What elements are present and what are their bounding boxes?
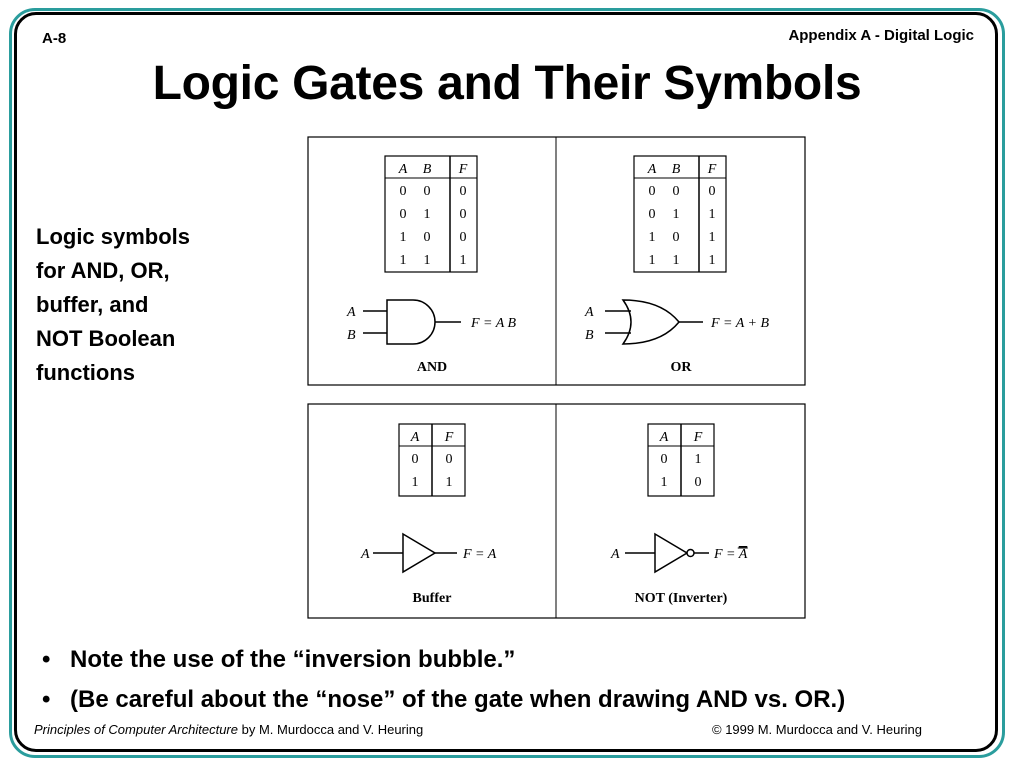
book-authors: by M. Murdocca and V. Heuring: [238, 722, 424, 737]
table-cell: 1: [708, 207, 716, 222]
side-line: Logic symbols: [36, 224, 191, 249]
side-line: for AND, OR,: [36, 258, 170, 283]
or-header-f: F: [707, 162, 717, 177]
and-header-f: F: [458, 162, 468, 177]
table-cell: 1: [648, 253, 656, 268]
and-input-a-label: A: [347, 305, 356, 320]
buffer-label: Buffer: [412, 591, 452, 606]
footer-copyright: © 1999 M. Murdocca and V. Heuring: [712, 722, 922, 737]
table-cell: 0: [445, 452, 453, 467]
table-cell: 0: [459, 230, 467, 245]
table-cell: 1: [445, 475, 453, 490]
slide-title: Logic Gates and Their Symbols: [152, 57, 862, 110]
bullet-list: [42, 646, 845, 726]
or-gate-symbol: [605, 300, 703, 344]
and-label: AND: [416, 360, 448, 375]
buffer-gate-symbol: [373, 534, 457, 572]
and-header-a: A: [398, 162, 408, 177]
table-cell: 0: [399, 207, 407, 222]
side-description: [36, 220, 256, 390]
or-truth-table: [634, 156, 726, 272]
or-input-a-label: A: [585, 305, 594, 320]
table-cell: 1: [399, 230, 407, 245]
not-equation-prefix: F =: [714, 547, 739, 562]
not-equation-overbar: A: [738, 547, 748, 562]
buffer-header-f: F: [444, 430, 454, 445]
buffer-input-label: A: [361, 547, 370, 562]
table-cell: 0: [648, 184, 656, 199]
table-cell: 1: [399, 253, 407, 268]
or-header-b: B: [671, 162, 681, 177]
bullet-item: [42, 646, 845, 686]
not-truth-table: [648, 424, 714, 496]
table-cell: 0: [694, 475, 702, 490]
table-cell: 1: [423, 253, 431, 268]
or-header-a: A: [647, 162, 657, 177]
table-cell: 0: [423, 230, 431, 245]
logic-gates-figure: [307, 136, 807, 620]
table-cell: 1: [411, 475, 419, 490]
table-cell: 0: [672, 184, 680, 199]
side-line: buffer, and: [36, 292, 149, 317]
and-truth-table: [385, 156, 477, 272]
not-header-a: A: [659, 430, 669, 445]
table-cell: 0: [660, 452, 668, 467]
table-cell: 1: [423, 207, 431, 222]
bullet-text: (Be careful about the “nose” of the gate when drawing AND vs. OR.): [70, 686, 846, 713]
bullet-text: Note the use of the “inversion bubble.”: [70, 646, 516, 673]
and-input-b-label: B: [347, 328, 356, 343]
buffer-header-a: A: [410, 430, 420, 445]
table-cell: 0: [459, 207, 467, 222]
table-cell: 0: [423, 184, 431, 199]
table-cell: 1: [660, 475, 668, 490]
side-line: NOT Boolean: [36, 326, 176, 351]
table-cell: 0: [672, 230, 680, 245]
bullet-item: [42, 686, 845, 726]
table-cell: 0: [708, 184, 716, 199]
footer-citation: [34, 722, 423, 737]
table-cell: 1: [708, 253, 716, 268]
table-cell: 1: [459, 253, 467, 268]
page-number: A-8: [42, 30, 67, 47]
buffer-equation: F = A: [463, 547, 497, 562]
table-cell: 1: [708, 230, 716, 245]
bullet-dot-icon: •: [42, 686, 51, 713]
and-gate-symbol: [363, 300, 461, 344]
not-equation: [713, 547, 748, 562]
table-cell: 0: [411, 452, 419, 467]
or-equation: F = A + B: [711, 316, 770, 331]
side-line: functions: [36, 360, 135, 385]
not-gate-symbol: [625, 534, 709, 572]
table-cell: 1: [672, 207, 680, 222]
and-equation: F = A B: [471, 316, 517, 331]
table-cell: 0: [648, 207, 656, 222]
not-header-f: F: [693, 430, 703, 445]
book-title: Principles of Computer Architecture: [34, 722, 238, 737]
not-input-label: A: [611, 547, 620, 562]
table-cell: 1: [694, 452, 702, 467]
table-cell: 0: [459, 184, 467, 199]
or-input-b-label: B: [585, 328, 594, 343]
table-cell: 1: [648, 230, 656, 245]
chapter-header: Appendix A - Digital Logic: [788, 27, 974, 44]
table-cell: 1: [672, 253, 680, 268]
or-label: OR: [670, 360, 692, 375]
and-header-b: B: [422, 162, 432, 177]
not-label: NOT (Inverter): [634, 591, 728, 606]
table-cell: 0: [399, 184, 407, 199]
bullet-dot-icon: •: [42, 646, 51, 673]
buffer-truth-table: [399, 424, 465, 496]
inversion-bubble-icon: [687, 550, 694, 557]
